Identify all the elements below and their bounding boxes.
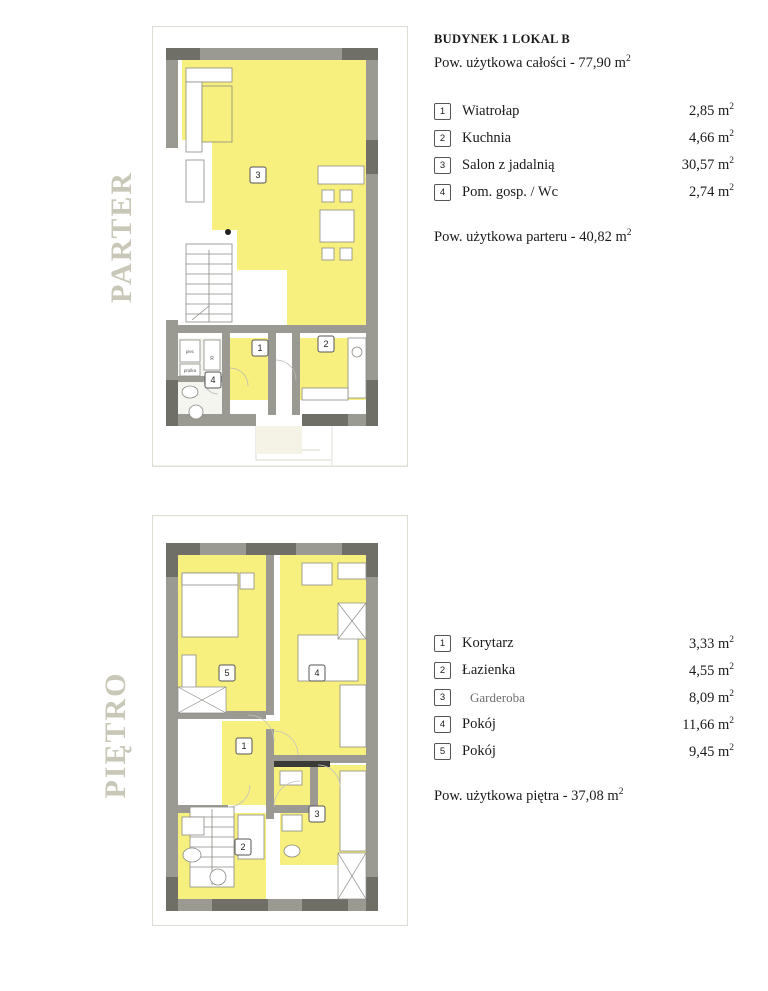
first-floor-total <box>434 787 734 805</box>
plan-badge-3-ground: 3 <box>255 170 261 180</box>
first-floor-total-label: Pow. użytkowa piętra - 37,08 m <box>434 787 619 804</box>
room-number-badge: 5 <box>434 743 451 760</box>
room-area-sup: 2 <box>729 129 734 140</box>
first-floor-total-sup: 2 <box>618 787 624 797</box>
room-area <box>689 662 734 680</box>
room-area-sup: 2 <box>729 715 734 726</box>
room-area-value: 4,55 m <box>688 662 730 679</box>
plan-badge-4-ground: 4 <box>210 375 216 385</box>
room-area-sup: 2 <box>729 634 734 645</box>
room-number-badge: 4 <box>434 184 451 201</box>
legend-first-floor <box>434 630 734 805</box>
room-number-badge: 3 <box>434 689 451 706</box>
room-name: Pokój <box>462 716 496 732</box>
room-area-sup: 2 <box>729 661 734 672</box>
room-number-badge: 2 <box>434 662 451 679</box>
legend-ground-floor <box>434 32 734 246</box>
ground-floor-total-label: Pow. użytkowa parteru - 40,82 m <box>434 228 627 245</box>
room-area <box>689 743 734 761</box>
plan-badge-2-first: 2 <box>240 842 246 852</box>
legend-row-3 <box>434 684 734 711</box>
room-area-value: 4,66 m <box>688 130 730 147</box>
room-name: Łazienka <box>462 662 516 678</box>
room-area <box>682 716 734 734</box>
floor-label-ground: PARTER <box>105 170 138 304</box>
room-name: Pokój <box>462 743 496 759</box>
room-number-badge: 3 <box>434 157 451 174</box>
room-number-badge: 1 <box>434 103 451 120</box>
plan-badge-2-ground: 2 <box>323 339 329 349</box>
room-area <box>689 129 734 147</box>
plan-badge-3-first: 3 <box>314 809 320 819</box>
legend-row-4 <box>434 711 734 738</box>
legend-row-4 <box>434 179 734 206</box>
room-area-value: 9,45 m <box>688 743 730 760</box>
room-number-badge: 4 <box>434 716 451 733</box>
room-area <box>689 635 734 653</box>
room-name: Pom. gosp. / Wc <box>462 183 558 200</box>
ground-floor-total <box>434 228 734 246</box>
legend-row-1 <box>434 98 734 125</box>
room-area <box>689 183 734 201</box>
room-name: Korytarz <box>462 635 514 651</box>
total-area-line <box>434 54 734 72</box>
appliance-label-piec: piec <box>185 349 195 354</box>
room-area-value: 2,74 m <box>688 184 730 201</box>
room-area <box>689 689 734 707</box>
floor-label-first: PIĘTRO <box>99 671 132 799</box>
room-area-value: 3,33 m <box>688 635 730 652</box>
plan-badge-4-first: 4 <box>314 668 320 678</box>
room-name: Garderoba <box>470 689 525 705</box>
legend-row-2 <box>434 125 734 152</box>
room-area-value: 11,66 m <box>682 716 730 733</box>
floor-plan-ground <box>152 20 414 475</box>
ground-floor-total-sup: 2 <box>626 227 632 238</box>
room-name: Salon z jadalnią <box>462 156 555 173</box>
room-area-sup: 2 <box>729 688 734 699</box>
room-area-sup: 2 <box>729 102 734 113</box>
room-area <box>682 156 734 174</box>
room-area-value: 2,85 m <box>688 103 730 120</box>
appliance-label-pralka: pralka <box>183 368 197 373</box>
plan-badge-5-first: 5 <box>224 668 230 678</box>
room-area-value: 8,09 m <box>688 689 730 706</box>
total-area-sup: 2 <box>625 54 631 64</box>
plan-badge-1-ground: 1 <box>257 343 263 353</box>
legend-row-2 <box>434 657 734 684</box>
total-area-label: Pow. użytkowa całości - 77,90 m <box>434 54 626 71</box>
room-name: Wiatrołap <box>462 102 520 119</box>
unit-title: BUDYNEK 1 LOKAL B <box>434 32 571 46</box>
room-area-sup: 2 <box>729 156 734 167</box>
plan-badge-1-first: 1 <box>241 741 247 751</box>
appliance-label-r: R <box>210 356 214 362</box>
floor-plan-first <box>152 515 414 927</box>
legend-row-5 <box>434 738 734 765</box>
room-area-value: 30,57 m <box>681 157 730 174</box>
legend-row-3 <box>434 152 734 179</box>
legend-row-1 <box>434 630 734 657</box>
room-number-badge: 1 <box>434 635 451 652</box>
room-area <box>689 102 734 120</box>
room-number-badge: 2 <box>434 130 451 147</box>
room-area-sup: 2 <box>729 183 734 194</box>
room-area-sup: 2 <box>729 742 734 753</box>
room-name: Kuchnia <box>462 129 512 146</box>
